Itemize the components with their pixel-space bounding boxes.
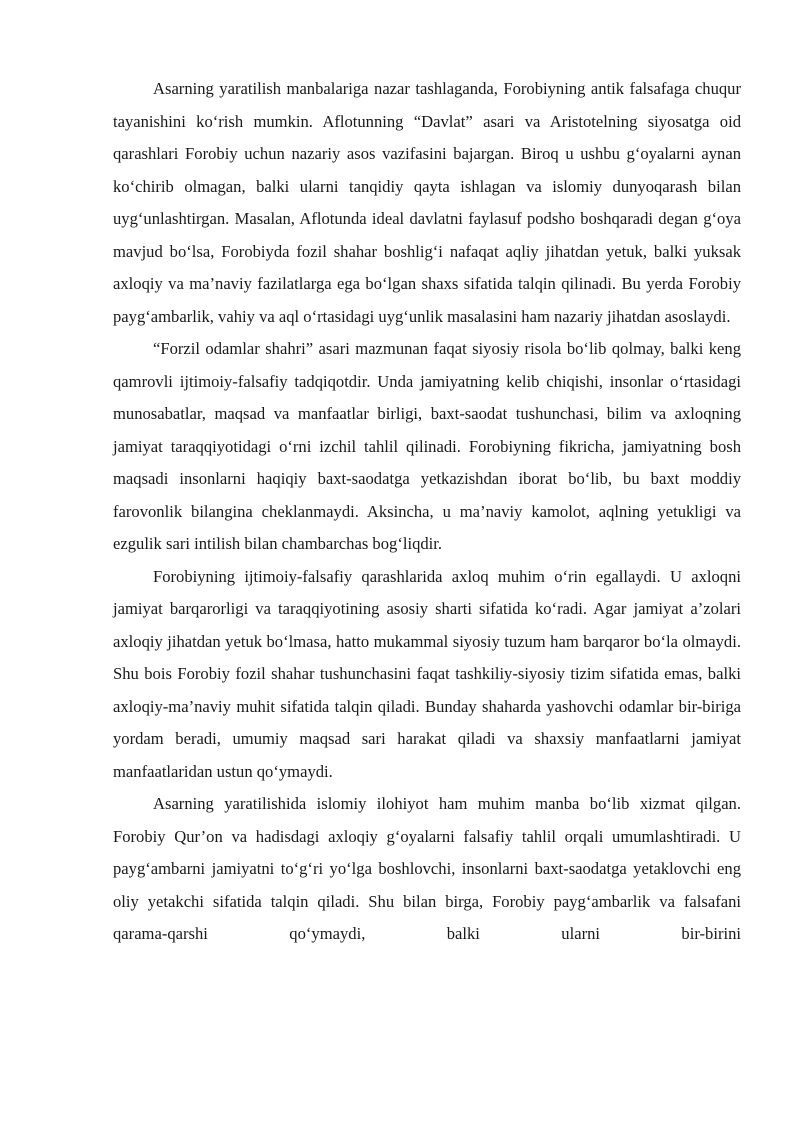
paragraph-3: Forobiyning ijtimoiy-falsafiy qarashlarida axloq muhim o‘rin egallaydi. U axloqni jamiyat barqarorligi va taraqqiyotining asosiy sharti sifatida ko‘radi. Agar jamiyat a’zolari axloqiy jihatdan yetuk bo‘lmasa, hatto mukammal siyosiy tuzum ham barqaror bo‘la olmaydi. Shu bois Forobiy fozil shahar tushunchasini faqat tashkiliy-siyosiy tizim sifatida emas, balki axloqiy-ma’naviy muhit sifatida talqin qiladi. Bunday shaharda yashovchi odamlar bir-biriga yordam beradi, umumiy maqsad sari harakat qiladi va shaxsiy manfaatlarni jamiyat manfaatlaridan ustun qo‘ymaydi. — [113, 566, 741, 781]
paragraph-2: “Forzil odamlar shahri” asari mazmunan faqat siyosiy risola bo‘lib qolmay, balki keng qamrovli ijtimoiy-falsafiy tadqiqotdir. Unda jamiyatning kelib chiqishi, insonlar o‘rtasidagi munosabatlar, maqsad va manfaatlar birligi, baxt-saodat tushunchasi, bilim va axloqning jamiyat taraqqiyotidagi o‘rni izchil tahlil qilinadi. Forobiyning fikricha, jamiyatning bosh maqsadi insonlarni haqiqiy baxt-saodatga yetkazishdan iborat bo‘lib, bu baxt moddiy farovonlik bilangina cheklanmaydi. Aksincha, u ma’naviy kamolot, aqlning yetukligi va ezgulik sari intilish bilan chambarchas bog‘liqdir. — [113, 339, 741, 553]
document-body — [113, 73, 741, 951]
paragraph-4: Asarning yaratilishida islomiy ilohiyot ham muhim manba bo‘lib xizmat qilgan. Forobiy Qur’on va hadisdagi axloqiy g‘oyalarni falsafiy tahlil orqali umumlashtiradi. U payg‘ambarni jamiyatni to‘g‘ri yo‘lga boshlovchi, insonlarni baxt-saodatga yetaklovchi eng oliy yetakchi sifatida talqin qiladi. Shu bilan birga, Forobiy payg‘ambarlik va falsafani qarama-qarshi qo‘ymaydi, balki ularni bir-birini — [113, 794, 741, 943]
paragraph-1: Asarning yaratilish manbalariga nazar tashlaganda, Forobiyning antik falsafaga chuqur tayanishini ko‘rish mumkin. Aflotunning “Davlat” asari va Aristotelning siyosatga oid qarashlari Forobiy uchun nazariy asos vazifasini bajargan. Biroq u ushbu g‘oyalarni aynan ko‘chirib olmagan, balki ularni tanqidiy qayta ishlagan va islomiy dunyoqarash bilan uyg‘unlashtirgan. Masalan, Aflotunda ideal davlatni faylasuf podsho boshqaradi degan g‘oya mavjud bo‘lsa, Forobiyda fozil shahar boshlig‘i nafaqat aqliy jihatdan yetuk, balki yuksak axloqiy va ma’naviy fazilatlarga ega bo‘lgan shaxs sifatida talqin qilinadi. Bu yerda Forobiy payg‘ambarlik, vahiy va aql o‘rtasidagi uyg‘unlik masalasini ham nazariy jihatdan asoslaydi. — [113, 79, 741, 326]
